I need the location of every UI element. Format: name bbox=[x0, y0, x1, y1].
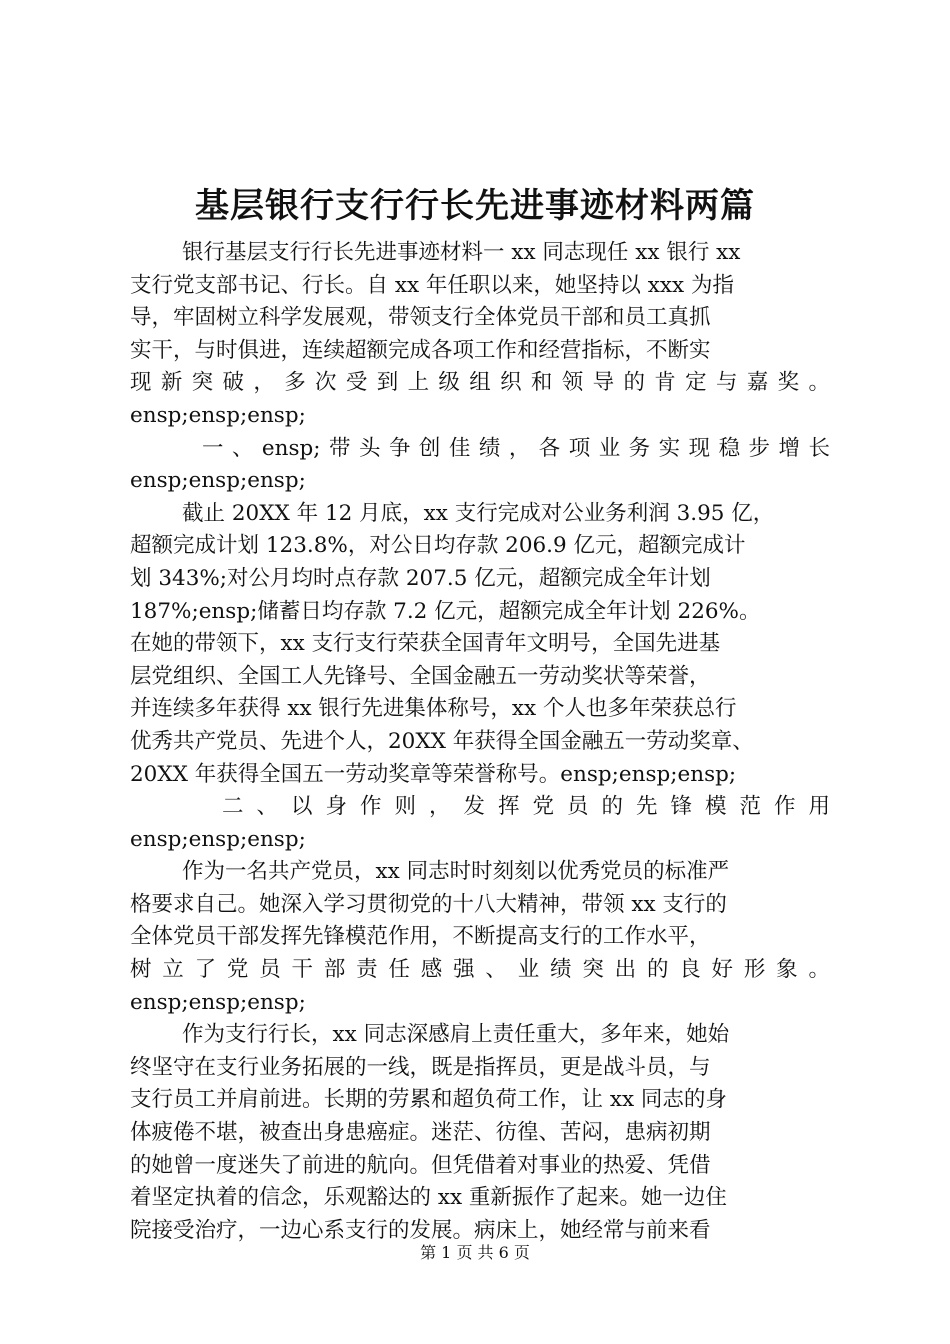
text-line: 并连续多年获得 xx 银行先进集体称号，xx 个人也多年荣获总行 bbox=[130, 696, 737, 722]
page-number: 第 1 页 共 6 页 bbox=[420, 1243, 530, 1262]
text-line: 着坚定执着的信念，乐观豁达的 xx 重新振作了起来。她一边住 bbox=[130, 1185, 727, 1211]
text-line: 187%;ensp;储蓄日均存款 7.2 亿元，超额完成全年计划 226%。 bbox=[130, 598, 761, 624]
text-line: ensp;ensp;ensp; bbox=[130, 402, 306, 428]
text-line: 支行党支部书记、行长。自 xx 年任职以来，她坚持以 xxx 为指 bbox=[130, 272, 734, 298]
text-line: 层党组织、全国工人先锋号、全国金融五一劳动奖状等荣誉， bbox=[130, 663, 711, 689]
text-line: 的她曾一度迷失了前进的航向。但凭借着对事业的热爱、凭借 bbox=[130, 1152, 711, 1178]
text-line: 划 343%;对公月均时点存款 207.5 亿元，超额完成全年计划 bbox=[130, 565, 711, 591]
document-body bbox=[130, 237, 830, 1247]
text-line: 作为一名共产党员，xx 同志时时刻刻以优秀党员的标准严 bbox=[182, 859, 730, 885]
text-line: 实干，与时俱进，连续超额完成各项工作和经营指标，不断实 bbox=[130, 337, 711, 363]
text-line: 树立了党员干部责任感强、业绩突出的良好形象。 bbox=[130, 957, 830, 983]
text-line: 20XX 年获得全国五一劳动奖章等荣誉称号。ensp;ensp;ensp; bbox=[130, 761, 737, 787]
text-line: 导，牢固树立科学发展观，带领支行全体党员干部和员工真抓 bbox=[130, 305, 711, 331]
text-line: 超额完成计划 123.8%，对公日均存款 206.9 亿元，超额完成计 bbox=[130, 533, 746, 559]
document-title: 基层银行支行行长先进事迹材料两篇 bbox=[195, 186, 755, 226]
text-line: ensp;ensp;ensp; bbox=[130, 826, 306, 852]
text-line: 现新突破，多次受到上级组织和领导的肯定与嘉奖。 bbox=[130, 370, 830, 396]
text-line: 格要求自己。她深入学习贯彻党的十八大精神，带领 xx 支行的 bbox=[130, 891, 727, 917]
text-line: ensp;ensp;ensp; bbox=[130, 468, 306, 494]
text-line: 院接受治疗，一边心系支行的发展。病床上，她经常与前来看 bbox=[130, 1217, 711, 1243]
text-line: 终坚守在支行业务拓展的一线，既是指挥员，更是战斗员，与 bbox=[130, 1054, 711, 1080]
text-line: ensp;ensp;ensp; bbox=[130, 989, 306, 1015]
text-line: 在她的带领下，xx 支行支行荣获全国青年文明号，全国先进基 bbox=[130, 631, 721, 657]
text-line: 作为支行行长，xx 同志深感肩上责任重大，多年来，她始 bbox=[182, 1022, 730, 1048]
section-heading: 一、ensp;带头争创佳绩，各项业务实现稳步增长 bbox=[202, 435, 830, 461]
text-line: 体疲倦不堪，被查出身患癌症。迷茫、彷徨、苦闷，患病初期 bbox=[130, 1120, 711, 1146]
text-line: 截止 20XX 年 12 月底，xx 支行完成对公业务利润 3.95 亿， bbox=[182, 500, 775, 526]
section-heading: 二、以身作则，发挥党员的先锋模范作用 bbox=[222, 794, 830, 820]
text-line: 全体党员干部发挥先锋模范作用，不断提高支行的工作水平， bbox=[130, 924, 711, 950]
text-line: 银行基层支行行长先进事迹材料一 xx 同志现任 xx 银行 xx bbox=[182, 240, 741, 265]
text-line: 支行员工并肩前进。长期的劳累和超负荷工作，让 xx 同志的身 bbox=[130, 1087, 727, 1113]
text-line: 优秀共产党员、先进个人，20XX 年获得全国金融五一劳动奖章、 bbox=[130, 728, 754, 754]
